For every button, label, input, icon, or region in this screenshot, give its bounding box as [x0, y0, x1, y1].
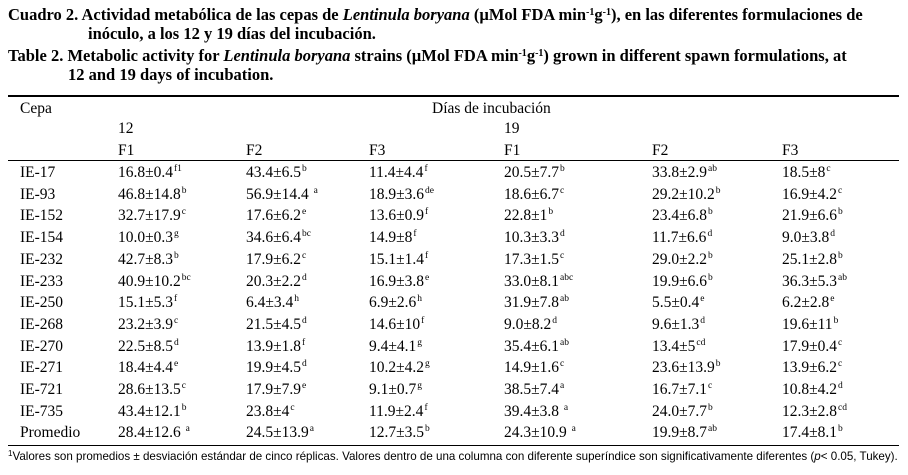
cell-superscript: f1: [174, 164, 182, 174]
table-cell: [246, 251, 306, 269]
cell-superscript: b: [838, 424, 843, 435]
cell-value: 20.5±7.7: [504, 164, 560, 181]
table-cell: [652, 273, 713, 291]
cell-value: 15.1±1.4: [369, 250, 425, 268]
cell-superscript: c: [560, 250, 565, 261]
cell-superscript: b: [181, 402, 187, 413]
cell-superscript: a: [560, 381, 565, 391]
cell-superscript: b: [838, 250, 843, 261]
table-cell: [118, 316, 178, 334]
cell-value: 9.0±8.2: [504, 315, 552, 333]
strain-label: Promedio: [20, 424, 81, 442]
cell-value: 18.6±6.7: [504, 185, 560, 203]
cell-superscript: h: [417, 294, 423, 305]
strain-label: IE-721: [20, 381, 64, 398]
cell-superscript: c: [290, 402, 295, 413]
cell-value: 17.9±0.4: [782, 337, 838, 355]
strain-label: IE-232: [20, 250, 64, 268]
strain-label: IE-271: [20, 359, 64, 377]
cell-value: 25.1±2.8: [782, 250, 838, 268]
cell-value: 28.6±13.5: [118, 381, 181, 398]
table-cell: [369, 424, 430, 442]
table-bottom-rule: [8, 445, 899, 446]
cell-value: 28.4±12.6: [118, 424, 185, 442]
table-cell: [782, 294, 834, 312]
cell-value: 33.8±2.9: [652, 164, 708, 181]
cell-value: 18.4±4.4: [118, 359, 174, 377]
table-cell: [652, 229, 712, 247]
header-formulation: F1: [504, 142, 521, 159]
table-cell: [652, 316, 705, 334]
cell-value: 16.9±3.8: [369, 272, 425, 290]
header-formulation: F2: [652, 142, 669, 159]
cell-value: 40.9±10.2: [118, 272, 181, 290]
table-cell: [652, 359, 721, 377]
table-cell: [118, 359, 178, 377]
table-cell: [118, 381, 186, 399]
cell-superscript: cd: [838, 402, 847, 413]
table-cell: [504, 273, 573, 291]
cell-value: 33.0±8.1: [504, 272, 560, 290]
cell-superscript: d: [174, 337, 179, 348]
cell-value: 16.7±7.1: [652, 381, 708, 398]
header-days: Días de incubación: [432, 100, 551, 117]
cell-superscript: b: [181, 185, 187, 196]
cell-value: 43.4±12.1: [118, 402, 181, 420]
table-cell: [782, 207, 843, 225]
table-cell: [504, 251, 564, 269]
table-cell: [782, 381, 843, 399]
cell-superscript: ab: [838, 272, 847, 283]
table-cell: [504, 359, 564, 377]
table-cell: [246, 403, 295, 421]
cell-value: 22.8±1: [504, 207, 548, 225]
cell-value: 9.1±0.7: [369, 381, 417, 398]
header-formulation: F2: [246, 142, 263, 159]
cell-value: 17.4±8.1: [782, 424, 838, 442]
table-cell: [782, 273, 847, 291]
table-cell: [652, 424, 717, 442]
table-cell: [246, 229, 311, 247]
table-cell: [369, 164, 428, 182]
cell-value: 13.9±6.2: [782, 359, 838, 377]
table-cell: [369, 186, 434, 204]
cell-superscript: f: [413, 229, 417, 240]
cell-value: 6.2±2.8: [782, 294, 830, 312]
table-cell: [504, 316, 557, 334]
cell-value: 24.5±13.9: [246, 424, 309, 442]
cell-value: 24.3±10.9: [504, 424, 571, 442]
table-cell: [782, 403, 847, 421]
cell-superscript: f: [302, 337, 306, 348]
cell-superscript: c: [826, 164, 831, 174]
cell-value: 23.6±13.9: [652, 359, 715, 377]
cell-superscript: c: [708, 381, 713, 391]
header-day-19: 19: [504, 120, 520, 137]
cell-value: 6.9±2.6: [369, 294, 417, 312]
table-cell: [504, 207, 553, 225]
cell-value: 9.4±4.1: [369, 337, 417, 355]
cell-superscript: e: [302, 207, 307, 218]
cell-superscript: e: [174, 359, 179, 370]
cell-superscript: ab: [708, 424, 717, 435]
cell-value: 11.9±2.4: [369, 402, 424, 420]
cell-superscript: b: [833, 315, 839, 326]
cell-value: 10.3±3.3: [504, 229, 560, 247]
cell-superscript: b: [708, 207, 713, 218]
table-cell: [118, 294, 177, 312]
caption-english-line2: 12 and 19 days of incubation.: [68, 65, 274, 84]
cell-value: 24.0±7.7: [652, 402, 708, 420]
cell-superscript: c: [302, 250, 307, 261]
cell-superscript: b: [715, 185, 721, 196]
cell-value: 12.3±2.8: [782, 402, 838, 420]
caption-spanish-line1: Cuadro 2. Actividad metabólica de las cepas de Lentinula boryana (µMol FDA $\min^{-1}g^{-1}$), en las diferentes formulaciones de: [8, 5, 863, 24]
cell-value: 13.6±0.9: [369, 207, 425, 225]
table-cell: [504, 294, 569, 312]
table-cell: [246, 207, 306, 225]
header-rule: [8, 160, 899, 161]
cell-superscript: c: [838, 185, 843, 196]
cell-value: 36.3±5.3: [782, 272, 838, 290]
cell-value: 17.9±7.9: [246, 381, 302, 398]
cell-value: 23.8±4: [246, 402, 290, 420]
cell-superscript: f: [424, 402, 428, 413]
cell-value: 42.7±8.3: [118, 250, 174, 268]
caption-english-line1: Table 2. Metabolic activity for Lentinula boryana strains (µMol FDA $\min^{-1}g^{-1}$) grown in different spawn formulations, at: [8, 46, 847, 65]
cell-superscript: ab: [708, 164, 717, 174]
cell-value: 32.7±17.9: [118, 207, 181, 225]
cell-superscript: abc: [560, 272, 574, 283]
cell-value: 6.4±3.4: [246, 294, 294, 312]
cell-superscript: c: [174, 315, 179, 326]
cell-value: 14.9±8: [369, 229, 413, 247]
cell-value: 13.9±1.8: [246, 337, 302, 355]
strain-label: IE-154: [20, 229, 64, 247]
cell-value: 21.9±6.6: [782, 207, 838, 225]
cell-value: 56.9±14.4: [246, 185, 313, 203]
table-cell: [246, 424, 314, 442]
strain-label: IE-250: [20, 294, 64, 312]
table-cell: [504, 229, 565, 247]
table-cell: [782, 186, 842, 204]
cell-superscript: e: [830, 294, 835, 305]
cell-superscript: b: [708, 272, 713, 283]
table-cell: [782, 338, 842, 356]
cell-value: 29.2±10.2: [652, 185, 715, 203]
table-cell: [246, 294, 299, 312]
table-cell: [118, 273, 191, 291]
table-cell: [246, 273, 307, 291]
strain-label: IE-17: [20, 164, 56, 181]
table-cell: [118, 403, 187, 421]
cell-superscript: a: [571, 424, 576, 435]
header-cepa: Cepa: [20, 100, 52, 117]
cell-value: 10.0±0.3: [118, 229, 174, 247]
table-cell: [504, 338, 569, 356]
cell-value: 19.9±8.7: [652, 424, 708, 442]
header-day-12: 12: [118, 120, 134, 137]
cell-value: 23.2±3.9: [118, 315, 174, 333]
caption-spanish-line2: inóculo, a los 12 y 19 días del incubación.: [88, 24, 376, 43]
cell-superscript: ab: [560, 337, 569, 348]
cell-value: 9.0±3.8: [782, 229, 830, 247]
cell-value: 29.0±2.2: [652, 250, 708, 268]
cell-superscript: b: [715, 359, 721, 370]
cell-superscript: c: [560, 359, 565, 370]
table-cell: [652, 381, 712, 399]
cell-value: 10.2±4.2: [369, 359, 425, 377]
cell-superscript: a: [185, 424, 190, 435]
strain-label: IE-152: [20, 207, 64, 225]
cell-value: 38.5±7.4: [504, 381, 560, 398]
footnote: $^1$Valores son promedios ± desviación estándar de cinco réplicas. Valores dentro de una columna con diferente superíndice son significativamente diferentes (p< 0.05, Tukey).: [8, 449, 898, 463]
table-cell: [369, 359, 430, 377]
cell-value: 34.6±6.4: [246, 229, 302, 247]
cell-value: 12.7±3.5: [369, 424, 425, 442]
cell-superscript: d: [302, 315, 307, 326]
cell-superscript: bc: [302, 229, 311, 240]
table-cell: [652, 251, 713, 269]
strain-label: IE-735: [20, 402, 64, 420]
cell-superscript: f: [174, 294, 178, 305]
table-cell: [246, 359, 307, 377]
table-cell: [118, 424, 190, 442]
header-formulation: F3: [369, 142, 386, 159]
table-cell: [118, 186, 187, 204]
table-cell: [246, 316, 307, 334]
header-formulation: F3: [782, 142, 799, 159]
cell-superscript: f: [421, 315, 425, 326]
table-cell: [782, 424, 843, 442]
table-cell: [652, 207, 713, 225]
cell-superscript: c: [838, 337, 843, 348]
cell-superscript: c: [181, 207, 186, 218]
table-cell: [652, 186, 721, 204]
cell-superscript: c: [181, 381, 186, 391]
cell-superscript: f: [425, 250, 429, 261]
table-cell: [246, 338, 305, 356]
cell-superscript: bc: [181, 272, 191, 283]
cell-superscript: cd: [696, 337, 706, 348]
cell-superscript: b: [708, 402, 713, 413]
table-cell: [118, 251, 179, 269]
cell-superscript: e: [700, 294, 705, 305]
cell-value: 17.6±6.2: [246, 207, 302, 225]
cell-value: 20.3±2.2: [246, 272, 302, 290]
table-cell: [782, 164, 831, 182]
strain-label: IE-93: [20, 185, 56, 203]
cell-superscript: b: [425, 424, 430, 435]
cell-value: 17.3±1.5: [504, 250, 560, 268]
table-cell: [369, 207, 428, 225]
cell-superscript: ab: [560, 294, 569, 305]
header-formulation: F1: [118, 142, 135, 159]
cell-superscript: e: [302, 381, 307, 391]
cell-superscript: e: [425, 272, 430, 283]
table-cell: [118, 207, 186, 225]
cell-superscript: c: [838, 359, 843, 370]
cell-superscript: d: [707, 229, 713, 240]
cell-value: 16.8±0.4: [118, 164, 174, 181]
strain-label: IE-270: [20, 337, 64, 355]
cell-superscript: a: [309, 424, 314, 435]
cell-superscript: a: [313, 185, 318, 196]
table-cell: [504, 424, 576, 442]
cell-value: 5.5±0.4: [652, 294, 700, 312]
table-cell: [369, 251, 428, 269]
cell-superscript: f: [424, 164, 428, 174]
cell-superscript: g: [417, 337, 423, 348]
cell-superscript: b: [548, 207, 554, 218]
cell-superscript: de: [425, 185, 434, 196]
table-cell: [369, 338, 422, 356]
table-cell: [246, 164, 307, 182]
cell-value: 35.4±6.1: [504, 337, 560, 355]
table-cell: [246, 186, 318, 204]
cell-superscript: b: [708, 250, 713, 261]
cell-value: 10.8±4.2: [782, 381, 838, 398]
cell-superscript: h: [294, 294, 300, 305]
cell-value: 13.4±5: [652, 337, 696, 355]
table-cell: [652, 294, 704, 312]
cell-value: 31.9±7.8: [504, 294, 560, 312]
cell-value: 19.9±4.5: [246, 359, 302, 377]
cell-superscript: b: [560, 164, 565, 174]
table-cell: [369, 316, 424, 334]
cell-value: 9.6±1.3: [652, 315, 700, 333]
table-cell: [504, 164, 565, 182]
table-cell: [369, 403, 428, 421]
table-cell: [652, 338, 705, 356]
cell-superscript: d: [302, 272, 307, 283]
cell-value: 23.4±6.8: [652, 207, 708, 225]
cell-value: 21.5±4.5: [246, 315, 302, 333]
cell-superscript: g: [174, 229, 179, 240]
table-cell: [118, 164, 182, 182]
cell-superscript: b: [174, 250, 179, 261]
cell-value: 14.6±10: [369, 315, 421, 333]
cell-superscript: b: [838, 207, 843, 218]
cell-superscript: d: [838, 381, 843, 391]
cell-value: 46.8±14.8: [118, 185, 181, 203]
table-cell: [369, 229, 417, 247]
table-top-rule: [8, 95, 899, 97]
table-cell: [118, 338, 179, 356]
cell-superscript: d: [830, 229, 836, 240]
cell-value: 19.6±11: [782, 315, 833, 333]
cell-superscript: g: [417, 381, 423, 391]
cell-value: 11.4±4.4: [369, 164, 424, 181]
cell-superscript: b: [302, 164, 307, 174]
cell-value: 43.4±6.5: [246, 164, 302, 181]
table-cell: [504, 381, 564, 399]
table-cell: [782, 359, 842, 377]
cell-value: 17.9±6.2: [246, 250, 302, 268]
strain-label: IE-268: [20, 315, 64, 333]
table-cell: [118, 229, 179, 247]
cell-value: 14.9±1.6: [504, 359, 560, 377]
cell-superscript: f: [425, 207, 429, 218]
table-cell: [782, 316, 838, 334]
table-cell: [504, 186, 564, 204]
cell-value: 22.5±8.5: [118, 337, 174, 355]
table-cell: [782, 251, 843, 269]
table-cell: [782, 229, 835, 247]
strain-label: IE-233: [20, 272, 64, 290]
cell-superscript: c: [560, 185, 565, 196]
cell-value: 19.9±6.6: [652, 272, 708, 290]
cell-superscript: g: [425, 359, 430, 370]
cell-value: 39.4±3.8: [504, 402, 563, 420]
table-cell: [652, 403, 713, 421]
table-cell: [369, 381, 422, 399]
cell-value: 18.9±3.6: [369, 185, 425, 203]
table-cell: [652, 164, 717, 182]
cell-superscript: d: [302, 359, 307, 370]
cell-superscript: d: [700, 315, 706, 326]
table-cell: [246, 381, 306, 399]
cell-value: 16.9±4.2: [782, 185, 838, 203]
cell-value: 11.7±6.6: [652, 229, 707, 247]
table-cell: [504, 403, 568, 421]
cell-superscript: d: [552, 315, 558, 326]
cell-value: 18.5±8: [782, 164, 826, 181]
cell-superscript: d: [560, 229, 565, 240]
cell-superscript: a: [563, 402, 569, 413]
table-cell: [369, 294, 422, 312]
table-cell: [369, 273, 429, 291]
cell-value: 15.1±5.3: [118, 294, 174, 312]
